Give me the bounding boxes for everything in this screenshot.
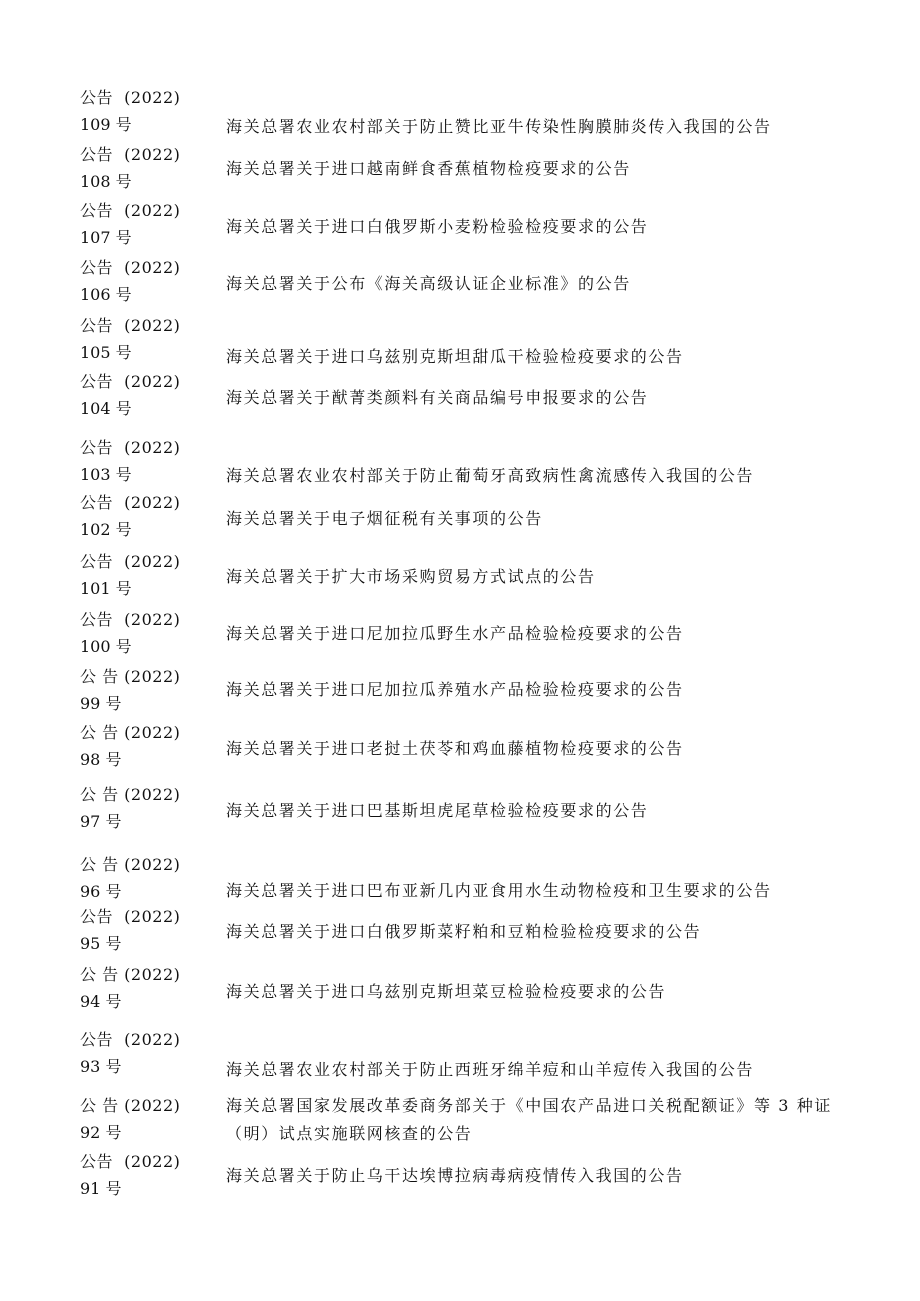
- number-seq: 103 号: [80, 465, 132, 484]
- number-year: 公告 (2022): [80, 1030, 181, 1049]
- number-seq: 92 号: [80, 1123, 122, 1142]
- number-seq: 91 号: [80, 1179, 122, 1198]
- number-year: 公 告 (2022): [80, 785, 181, 804]
- announcement-title: 海关总署关于进口白俄罗斯菜籽粕和豆粕检验检疫要求的公告: [226, 922, 702, 941]
- announcement-title: 海关总署关于进口巴布亚新几内亚食用水生动物检疫和卫生要求的公告: [226, 881, 772, 900]
- announcement-title: 海关总署关于扩大市场采购贸易方式试点的公告: [226, 567, 596, 586]
- announcement-number: [80, 663, 220, 717]
- number-year: 公 告 (2022): [80, 1096, 181, 1115]
- number-year: 公告 (2022): [80, 145, 181, 164]
- announcement-title: 海关总署关于进口尼加拉瓜养殖水产品检验检疫要求的公告: [226, 680, 684, 699]
- number-seq: 101 号: [80, 579, 132, 598]
- announcement-title: 海关总署关于进口越南鲜食香蕉植物检疫要求的公告: [226, 159, 631, 178]
- number-seq: 96 号: [80, 882, 122, 901]
- number-year: 公 告 (2022): [80, 723, 181, 742]
- announcement-title: 海关总署关于进口白俄罗斯小麦粉检验检疫要求的公告: [226, 217, 649, 236]
- announcement-title: 海关总署农业农村部关于防止赞比亚牛传染性胸膜肺炎传入我国的公告: [226, 117, 772, 136]
- announcement-number: [80, 312, 220, 366]
- announcement-title: 海关总署农业农村部关于防止葡萄牙高致病性禽流感传入我国的公告: [226, 466, 755, 485]
- number-year: 公告 (2022): [80, 610, 181, 629]
- announcement-title: 海关总署关于进口乌兹别克斯坦菜豆检验检疫要求的公告: [226, 982, 667, 1001]
- announcement-number: [80, 1092, 220, 1146]
- number-year: 公告 (2022): [80, 438, 181, 457]
- announcement-number: [80, 1026, 220, 1080]
- announcement-number: [80, 84, 220, 138]
- number-year: 公告 (2022): [80, 1152, 181, 1171]
- number-seq: 104 号: [80, 399, 132, 418]
- announcement-number: [80, 548, 220, 602]
- number-year: 公告 (2022): [80, 316, 181, 335]
- number-seq: 100 号: [80, 637, 132, 656]
- number-seq: 106 号: [80, 285, 132, 304]
- number-seq: 109 号: [80, 115, 132, 134]
- number-year: 公告 (2022): [80, 493, 181, 512]
- announcement-title: 海关总署关于进口乌兹别克斯坦甜瓜干检验检疫要求的公告: [226, 347, 684, 366]
- number-seq: 102 号: [80, 520, 132, 539]
- number-seq: 107 号: [80, 228, 132, 247]
- announcement-title: 海关总署关于进口尼加拉瓜野生水产品检验检疫要求的公告: [226, 624, 684, 643]
- number-year: 公告 (2022): [80, 88, 181, 107]
- number-seq: 105 号: [80, 343, 132, 362]
- announcement-number: [80, 781, 220, 835]
- announcement-title: 海关总署农业农村部关于防止西班牙绵羊痘和山羊痘传入我国的公告: [226, 1060, 755, 1079]
- announcement-title: 海关总署关于电子烟征税有关事项的公告: [226, 509, 543, 528]
- announcement-title: 海关总署国家发展改革委商务部关于《中国农产品进口关税配额证》等 3 种证（明）试点实施联网核查的公告: [226, 1096, 832, 1143]
- number-seq: 94 号: [80, 992, 122, 1011]
- number-year: 公 告 (2022): [80, 667, 181, 686]
- announcement-number: [80, 851, 220, 905]
- number-year: 公 告 (2022): [80, 965, 181, 984]
- announcement-title: 海关总署关于公布《海关高级认证企业标准》的公告: [226, 274, 631, 293]
- number-seq: 97 号: [80, 812, 122, 831]
- number-seq: 99 号: [80, 694, 122, 713]
- number-seq: 108 号: [80, 172, 132, 191]
- number-year: 公告 (2022): [80, 372, 181, 391]
- announcement-title: 海关总署关于防止乌干达埃博拉病毒病疫情传入我国的公告: [226, 1166, 684, 1185]
- number-seq: 98 号: [80, 750, 122, 769]
- announcement-title: 海关总署关于猷菁类颜料有关商品编号申报要求的公告: [226, 388, 649, 407]
- announcement-title: 海关总署关于进口老挝土茯苓和鸡血藤植物检疫要求的公告: [226, 739, 684, 758]
- announcement-number: [80, 489, 220, 543]
- announcement-number: [80, 141, 220, 195]
- number-year: 公 告 (2022): [80, 855, 181, 874]
- announcement-number: [80, 606, 220, 660]
- number-seq: 93 号: [80, 1057, 122, 1076]
- number-year: 公告 (2022): [80, 552, 181, 571]
- announcement-number: [80, 197, 220, 251]
- number-seq: 95 号: [80, 934, 122, 953]
- announcement-title: 海关总署关于进口巴基斯坦虎尾草检验检疫要求的公告: [226, 801, 649, 820]
- announcement-number: [80, 961, 220, 1015]
- announcement-number: [80, 719, 220, 773]
- announcement-number: [80, 368, 220, 422]
- number-year: 公告 (2022): [80, 201, 181, 220]
- announcement-number: [80, 903, 220, 957]
- announcement-number: [80, 254, 220, 308]
- announcement-number: [80, 434, 220, 488]
- number-year: 公告 (2022): [80, 907, 181, 926]
- number-year: 公告 (2022): [80, 258, 181, 277]
- announcement-number: [80, 1148, 220, 1202]
